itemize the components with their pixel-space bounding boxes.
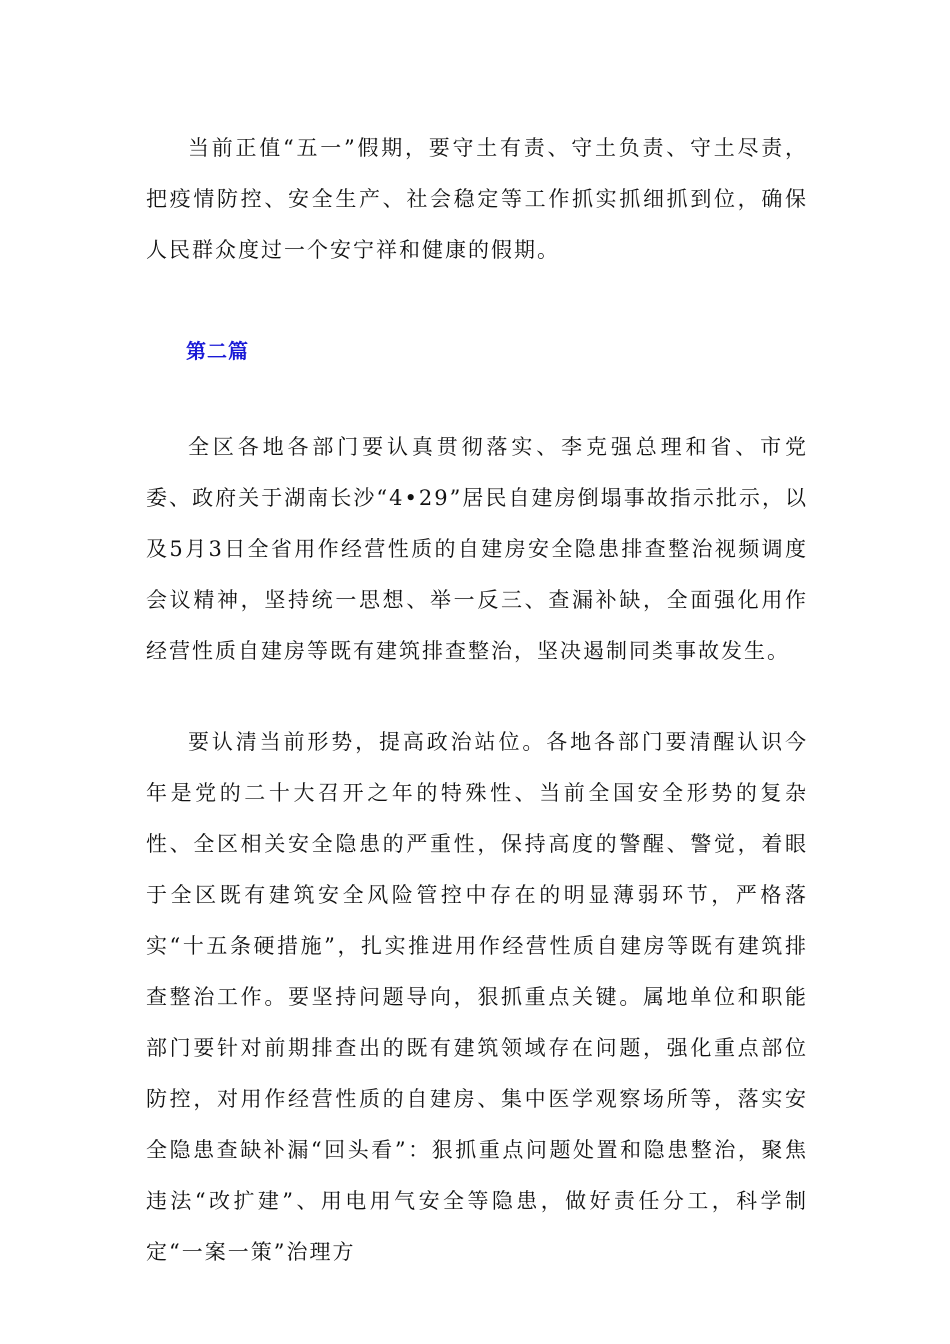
body-paragraph-1: 当前正值“五一”假期，要守土有责、守土负责、守土尽责，把疫情防控、安全生产、社会稳定等工作抓实抓细抓到位，确保人民群众度过一个安宁祥和健康的假期。 bbox=[146, 136, 808, 262]
section-heading: 第二篇 bbox=[186, 339, 249, 363]
body-paragraph-3: 要认清当前形势，提高政治站位。各地各部门要清醒认识今年是党的二十大召开之年的特殊性、当前全国安全形势的复杂性、全区相关安全隐患的严重性，保持高度的警醒、警觉，着眼于全区既有建筑安全风险管控中存在的明显薄弱环节，严格落实“十五条硬措施”，扎实推进用作经营性质自建房等既有建筑排查整治工作。要坚持问题导向，狠抓重点关键。属地单位和职能部门要针对前期排查出的既有建筑领域存在问题，强化重点部位防控，对用作经营性质的自建房、集中医学观察场所等，落实安全隐患查缺补漏“回头看”：狠抓重点问题处置和隐患整治，聚焦违法“改扩建”、用电用气安全等隐患，做好责任分工，科学制定“一案一策”治理方 bbox=[146, 730, 808, 1264]
body-paragraph-2: 全区各地各部门要认真贯彻落实、李克强总理和省、市党委、政府关于湖南长沙“4•29”居民自建房倒塌事故指示批示，以及5月3日全省用作经营性质的自建房安全隐患排查整治视频调度会议精神，坚持统一思想、举一反三、查漏补缺，全面强化用作经营性质自建房等既有建筑排查整治，坚决遏制同类事故发生。 bbox=[146, 435, 808, 663]
